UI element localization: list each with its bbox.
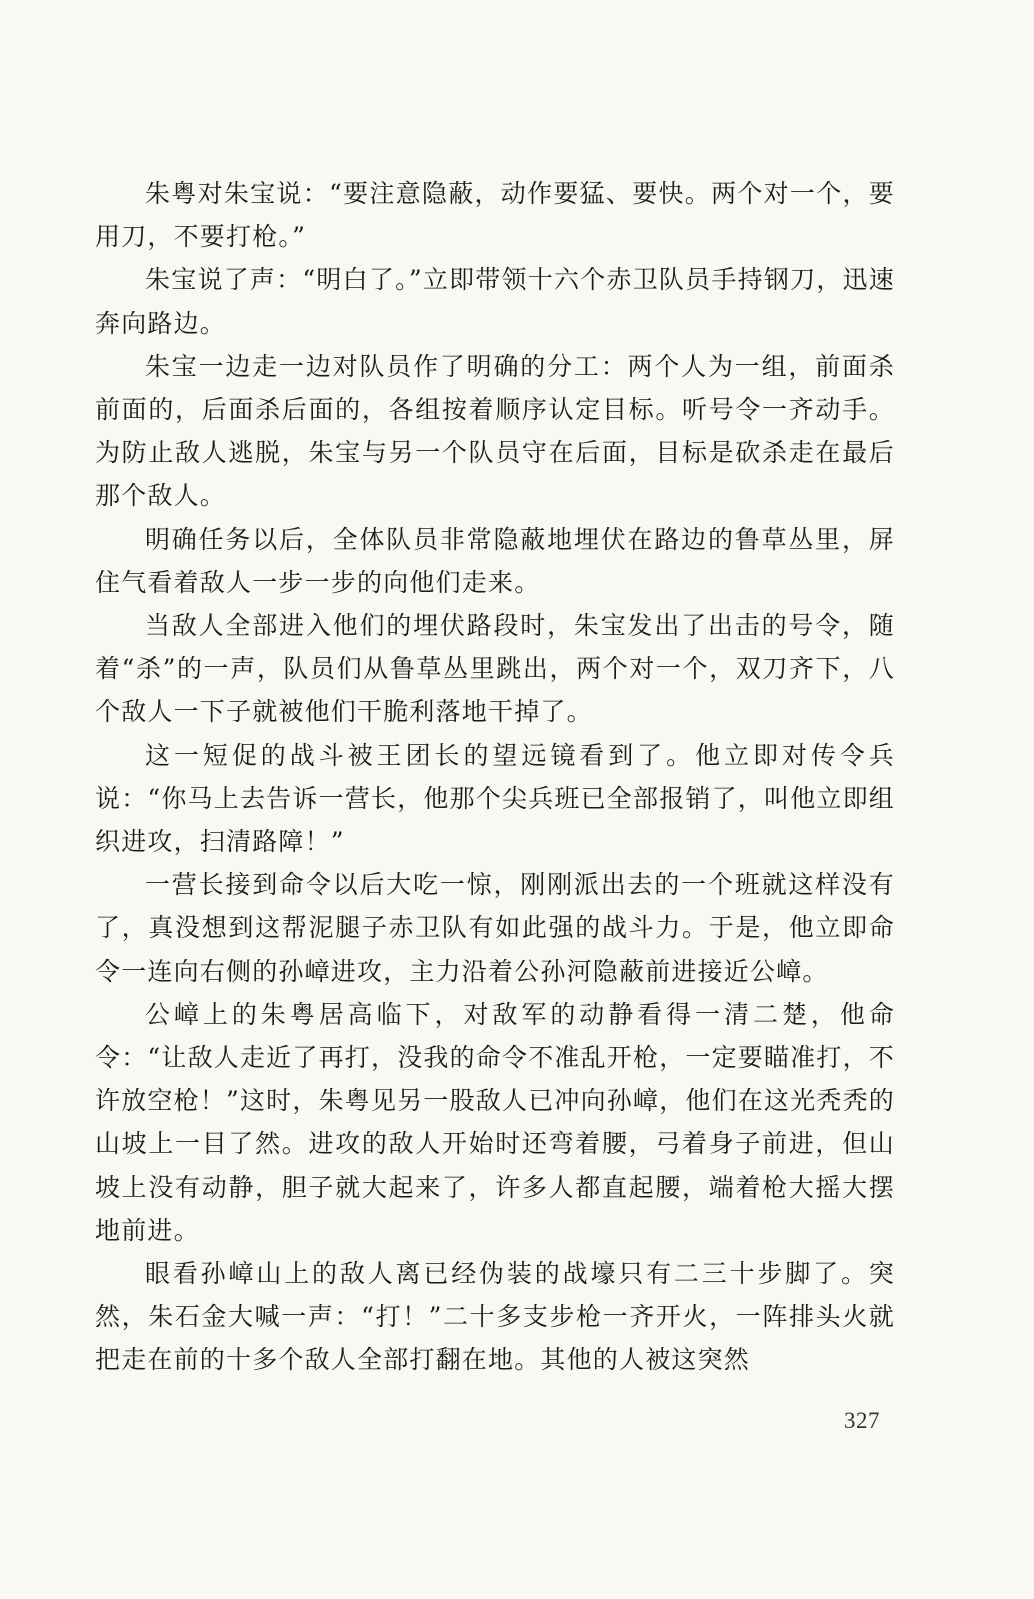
body-text [95,172,895,1382]
paragraph: 这一短促的战斗被王团长的望远镜看到了。他立即对传令兵说：“你马上去告诉一营长，他那个尖兵班已全部报销了，叫他立即组织进攻，扫清路障！” [95,740,895,857]
paragraph: 朱宝一边走一边对队员作了明确的分工：两个人为一组，前面杀前面的，后面杀后面的，各组按着顺序认定目标。听号令一齐动手。为防止敌人逃脱，朱宝与另一个队员守在后面，目标是砍杀走在最后那个敌人。 [95,351,895,511]
page-number: 327 [844,1408,880,1433]
paragraph: 明确任务以后，全体队员非常隐蔽地埋伏在路边的鲁草丛里，屏住气看着敌人一步一步的向他们走来。 [95,524,895,597]
paragraph: 公嶂上的朱粤居高临下，对敌军的动静看得一清二楚，他命令：“让敌人走近了再打，没我的命令不准乱开枪，一定要瞄准打，不许放空枪！”这时，朱粤见另一股敌人已冲向孙嶂，他们在这光秃秃的山坡上一目了然。进攻的敌人开始时还弯着腰，弓着身子前进，但山坡上没有动静，胆子就大起来了，许多人都直起腰，端着枪大摇大摆地前进。 [95,999,895,1245]
paragraph: 当敌人全部进入他们的埋伏路段时，朱宝发出了出击的号令，随着“杀”的一声，队员们从鲁草丛里跳出，两个对一个，双刀齐下，八个敌人一下子就被他们干脆利落地干掉了。 [95,611,895,727]
paragraph: 一营长接到命令以后大吃一惊，刚刚派出去的一个班就这样没有了，真没想到这帮泥腿子赤卫队有如此强的战斗力。于是，他立即命令一连向右侧的孙嶂进攻，主力沿着公孙河隐蔽前进接近公嶂。 [95,870,895,986]
paragraph: 朱宝说了声：“明白了。”立即带领十六个赤卫队员手持钢刀，迅速奔向路边。 [95,265,895,338]
paragraph: 眼看孙嶂山上的敌人离已经伪装的战壕只有二三十步脚了。突然，朱石金大喊一声：“打！”二十多支步枪一齐开火，一阵排头火就把走在前的十多个敌人全部打翻在地。其他的人被这突然 [95,1259,895,1375]
paragraph: 朱粤对朱宝说：“要注意隐蔽，动作要猛、要快。两个对一个，要用刀，不要打枪。” [95,179,895,252]
